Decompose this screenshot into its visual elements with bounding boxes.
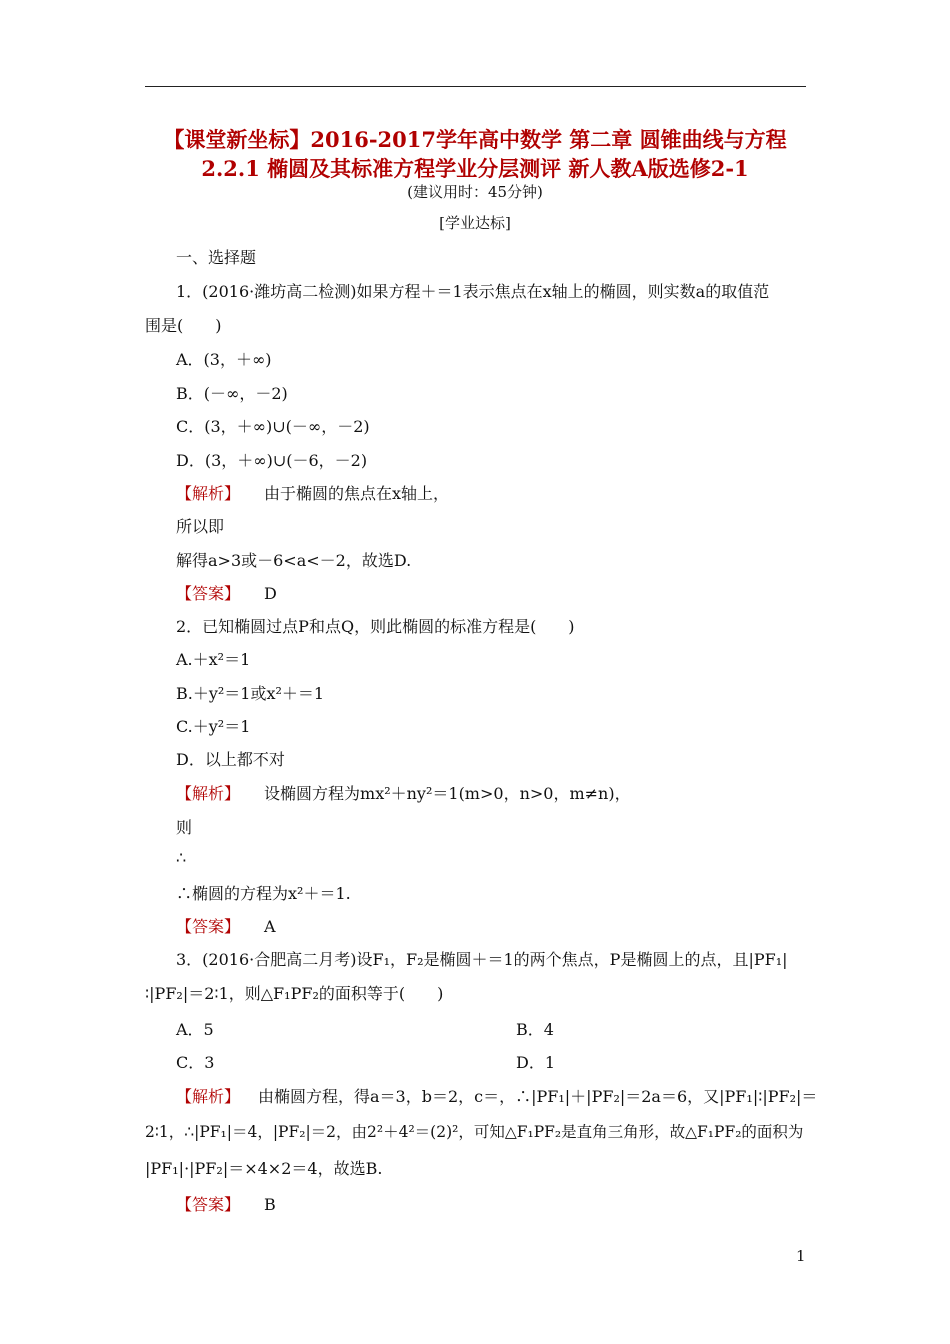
q1-answer-value: D	[264, 584, 277, 603]
q2-option-b: B.＋y²＝1或x²＋＝1	[176, 684, 325, 703]
q1-option-a: A．(3，＋∞)	[176, 350, 272, 369]
section-heading: [学业达标]	[439, 214, 511, 232]
q3-analysis-line-1: 由椭圆方程，得a＝3，b＝2，c＝，∴|PF₁|＋|PF₂|＝2a＝6，又|PF₁|∶|PF₂|＝	[258, 1087, 818, 1106]
q2-analysis	[176, 781, 631, 804]
q3-analysis-line-2: 2∶1，∴|PF₁|＝4，|PF₂|＝2，由2²＋4²＝(2)²，可知△F₁PF₂是直角三角形，故△F₁PF₂的面积为	[145, 1123, 804, 1141]
q2-option-a: A.＋x²＝1	[176, 650, 251, 669]
q2-answer-value: A	[264, 917, 276, 936]
q2-stem: 2．已知椭圆过点P和点Q，则此椭圆的标准方程是( )	[176, 617, 575, 636]
q3-option-d: D．1	[516, 1053, 556, 1072]
q1-stem-line-1: 1．(2016·潍坊高二检测)如果方程＋＝1表示焦点在x轴上的椭圆，则实数a的取值范	[176, 282, 770, 301]
q3-answer	[176, 1192, 276, 1215]
q1-analysis	[176, 481, 449, 504]
q1-option-b: B．(－∞，－2)	[176, 384, 288, 403]
q3-answer-label: 【答案】	[176, 1195, 241, 1214]
q3-analysis-label: 【解析】	[176, 1087, 241, 1106]
q1-stem-line-2: 围是( )	[145, 316, 222, 335]
q3-answer-value: B	[264, 1195, 276, 1214]
part-heading: 一、选择题	[176, 248, 257, 267]
q1-option-c: C．(3，＋∞)∪(－∞，－2)	[176, 417, 370, 436]
page-number: 1	[796, 1247, 806, 1265]
q2-option-d: D．以上都不对	[176, 750, 285, 769]
q1-analysis-label: 【解析】	[176, 484, 241, 503]
q1-analysis-line-2: 所以即	[176, 517, 225, 536]
q2-analysis-line-3: ∴	[176, 848, 187, 867]
q2-answer	[176, 914, 276, 937]
q3-analysis-line-3: |PF₁|·|PF₂|＝×4×2＝4，故选B.	[145, 1159, 383, 1178]
q2-analysis-line-2: 则	[176, 818, 193, 837]
q1-answer	[176, 581, 277, 604]
document-title-line-1: 【课堂新坐标】2016-2017学年高中数学 第二章 圆锥曲线与方程	[163, 127, 787, 152]
q3-stem-line-2: ∶|PF₂|＝2∶1，则△F₁PF₂的面积等于( )	[145, 984, 444, 1003]
q2-analysis-line-1: 设椭圆方程为mx²＋ny²＝1(m>0，n>0，m≠n)，	[264, 784, 631, 803]
q3-option-c: C．3	[176, 1053, 215, 1072]
q1-answer-label: 【答案】	[176, 584, 241, 603]
q1-analysis-line-3: 解得a>3或－6<a<－2，故选D.	[176, 551, 412, 570]
q1-option-d: D．(3，＋∞)∪(－6，－2)	[176, 451, 368, 470]
q3-analysis	[176, 1084, 817, 1107]
q3-option-a: A．5	[176, 1020, 214, 1039]
time-hint: (建议用时：45分钟)	[407, 183, 543, 201]
q3-stem-line-1: 3．(2016·合肥高二月考)设F₁，F₂是椭圆＋＝1的两个焦点，P是椭圆上的点，且|PF₁|	[176, 950, 788, 969]
q2-analysis-label: 【解析】	[176, 784, 241, 803]
q3-option-b: B．4	[516, 1020, 554, 1039]
q1-analysis-line-1: 由于椭圆的焦点在x轴上，	[264, 484, 450, 503]
q2-option-c: C.＋y²＝1	[176, 717, 251, 736]
header-rule	[145, 86, 806, 87]
document-title-line-2: 2.2.1 椭圆及其标准方程学业分层测评 新人教A版选修2-1	[201, 156, 749, 181]
q2-answer-label: 【答案】	[176, 917, 241, 936]
q2-analysis-line-4: ∴椭圆的方程为x²＋＝1.	[176, 884, 351, 903]
